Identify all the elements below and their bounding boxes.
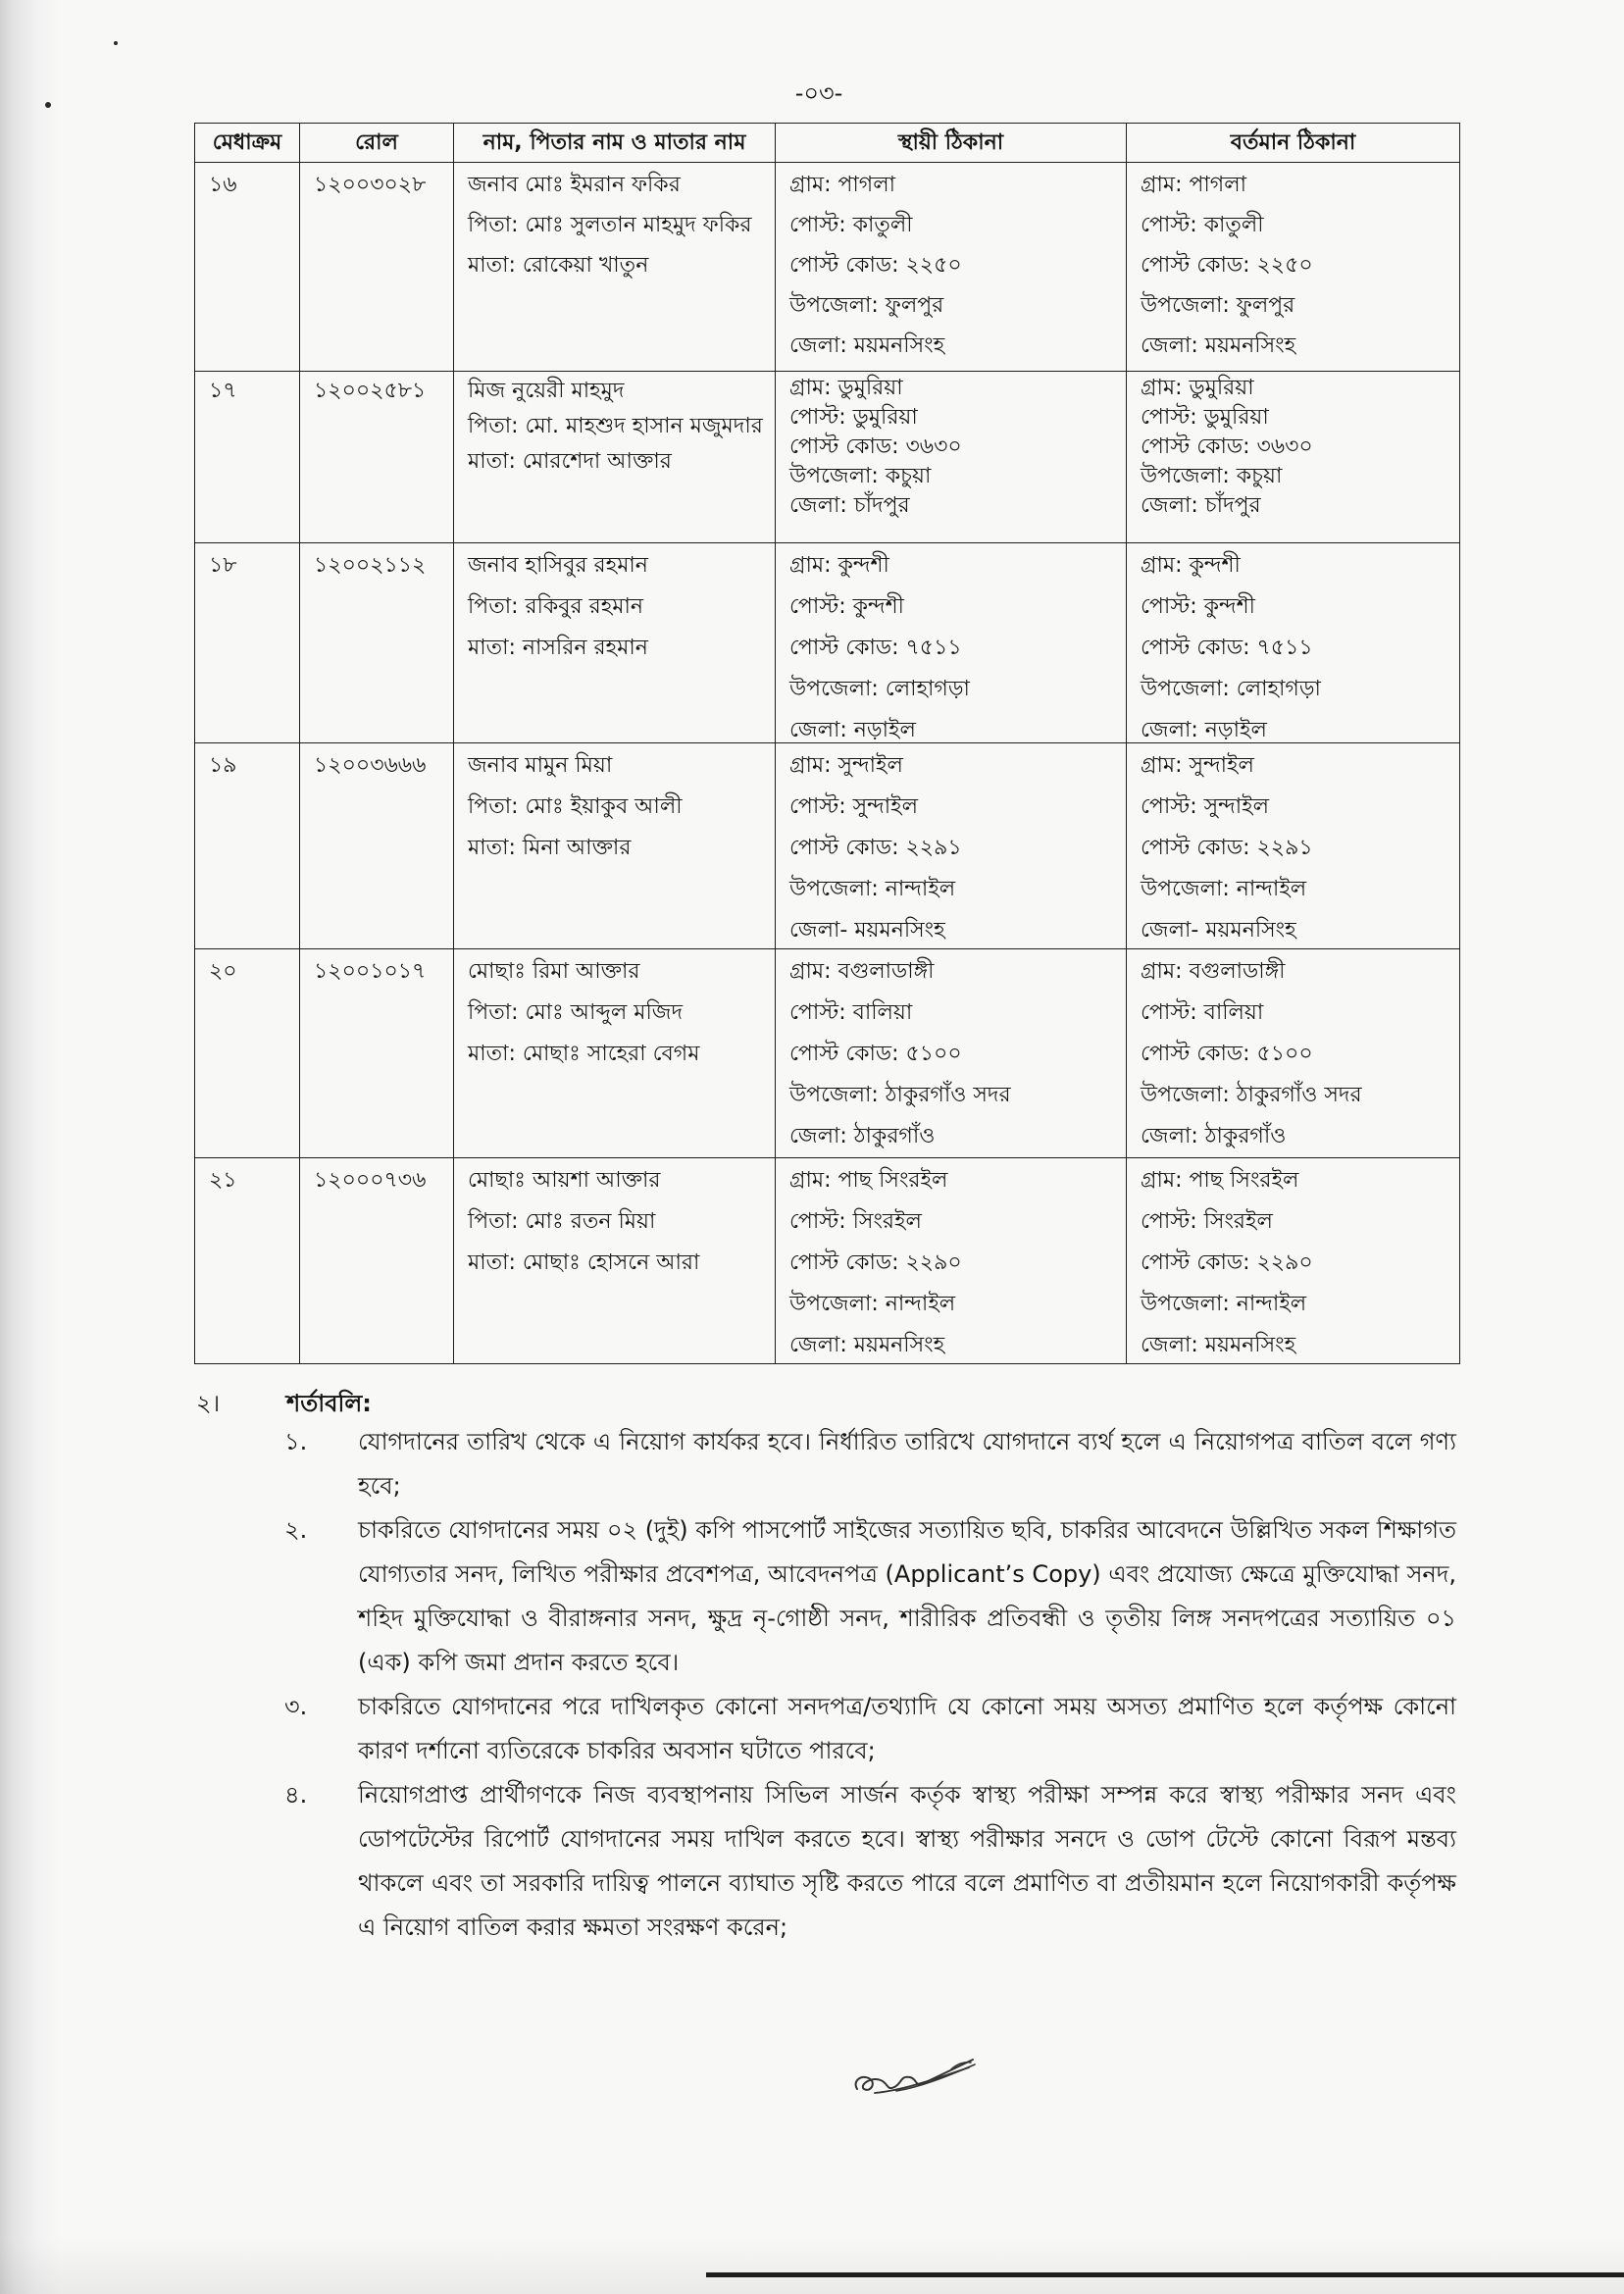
name-cell <box>454 743 776 949</box>
table-row <box>195 163 1460 372</box>
address-upazila: উপজেলা: নান্দাইল <box>789 1292 956 1316</box>
roll-number: ১২০০০৭৩৬ <box>314 1168 427 1193</box>
address-district: জেলা: ময়মনসিংহ <box>789 333 945 358</box>
condition-number: ২. <box>284 1516 308 1544</box>
roll-cell <box>300 163 454 372</box>
address-upazila: উপজেলা: ঠাকুরগাঁও সদর <box>789 1083 1011 1107</box>
scan-left-shadow <box>0 0 59 2294</box>
mother-name: মাতা: মোরশেদা আক্তার <box>468 449 672 474</box>
address-post: পোস্ট: ডুমুরিয়া <box>1141 405 1269 430</box>
candidate-name: জনাব মামুন মিয়া <box>468 753 613 778</box>
roll-number: ১২০০২১১২ <box>314 553 427 578</box>
present-address-cell <box>1127 1158 1460 1364</box>
scan-edge-line <box>706 2272 1624 2277</box>
page-number: -০৩- <box>794 79 843 107</box>
header-merit: মেধাক্রম <box>195 124 300 163</box>
roll-number: ১২০০৩০২৮ <box>314 173 427 197</box>
address-post-code: পোস্ট কোড: ২২৫০ <box>789 253 962 278</box>
table-row <box>195 949 1460 1158</box>
address-post: পোস্ট: কাতুলী <box>1141 213 1264 237</box>
header-roll: রোল <box>300 124 454 163</box>
conditions-list <box>282 1420 1456 1950</box>
roll-number: ১২০০১০১৭ <box>314 959 427 984</box>
address-post: পোস্ট: ডুমুরিয়া <box>789 405 918 430</box>
merit-cell <box>195 543 300 743</box>
mother-name: মাতা: মোছাঃ হোসনে আরা <box>468 1250 700 1275</box>
permanent-address-cell <box>776 949 1127 1158</box>
merit-cell <box>195 372 300 543</box>
address-post: পোস্ট: সিংরইল <box>1141 1209 1273 1234</box>
condition-text: চাকরিতে যোগদানের পরে দাখিলকৃত কোনো সনদপত্র/তথ্যাদি যে কোনো সময় অসত্য প্রমাণিত হলে কর্তৃপক্ষ কোনো কারণ দর্শানো ব্যতিরেকে চাকরির অবসান ঘটাতে পারবে; <box>358 1693 1456 1764</box>
signature <box>849 2050 983 2105</box>
address-village: গ্রাম: ডুমুরিয়া <box>789 376 903 400</box>
mother-name: মাতা: নাসরিন রহমান <box>468 636 648 660</box>
permanent-address-cell <box>776 1158 1127 1364</box>
address-village: গ্রাম: পাছ সিংরইল <box>789 1168 948 1193</box>
address-post: পোস্ট: কুন্দশী <box>789 594 904 619</box>
candidate-name: জনাব মোঃ ইমরান ফকির <box>468 173 681 197</box>
address-district: জেলা- ময়মনসিংহ <box>1141 918 1296 943</box>
candidate-name: মোছাঃ রিমা আক্তার <box>468 959 640 984</box>
address-village: গ্রাম: পাগলা <box>1141 173 1246 197</box>
address-upazila: উপজেলা: কচুয়া <box>789 464 932 488</box>
address-post-code: পোস্ট কোড: ৭৫১১ <box>1141 636 1313 660</box>
address-upazila: উপজেলা: নান্দাইল <box>1141 1292 1307 1316</box>
name-cell <box>454 1158 776 1364</box>
address-village: গ্রাম: কুন্দশী <box>789 553 889 578</box>
section-number: ২। <box>196 1390 221 1417</box>
condition-item <box>282 1685 1456 1773</box>
address-post-code: পোস্ট কোড: ৫১০০ <box>789 1042 962 1066</box>
condition-item <box>282 1773 1456 1950</box>
address-district: জেলা: চাঁদপুর <box>789 493 910 518</box>
roll-cell <box>300 543 454 743</box>
merit-cell <box>195 743 300 949</box>
merit-number: ১৯ <box>209 753 237 778</box>
address-district: জেলা: ঠাকুরগাঁও <box>789 1124 936 1148</box>
permanent-address-cell <box>776 543 1127 743</box>
address-post-code: পোস্ট কোড: ২২৯০ <box>1141 1250 1313 1275</box>
father-name: পিতা: মোঃ রতন মিয়া <box>468 1209 656 1234</box>
merit-number: ১৮ <box>209 553 237 578</box>
mother-name: মাতা: মোছাঃ সাহেরা বেগম <box>468 1042 700 1066</box>
address-post-code: পোস্ট কোড: ২২৯১ <box>789 836 962 860</box>
roll-cell <box>300 949 454 1158</box>
address-post: পোস্ট: সুন্দাইল <box>789 794 919 819</box>
address-village: গ্রাম: সুন্দাইল <box>1141 753 1254 778</box>
merit-cell <box>195 949 300 1158</box>
name-cell <box>454 543 776 743</box>
address-post-code: পোস্ট কোড: ২২৯০ <box>789 1250 962 1275</box>
condition-number: ১. <box>284 1428 308 1455</box>
father-name: পিতা: মো. মাহশুদ হাসান মজুমদার <box>468 414 763 438</box>
candidate-name: মোছাঃ আয়শা আক্তার <box>468 1168 661 1193</box>
present-address-cell <box>1127 743 1460 949</box>
merit-number: ১৭ <box>209 379 237 403</box>
table-row <box>195 743 1460 949</box>
address-post: পোস্ট: বালিয়া <box>1141 1000 1264 1025</box>
merit-cell <box>195 163 300 372</box>
present-address-cell <box>1127 949 1460 1158</box>
father-name: পিতা: মোঃ ইয়াকুব আলী <box>468 794 683 819</box>
condition-text: যোগদানের তারিখ থেকে এ নিয়োগ কার্যকর হবে। নির্ধারিত তারিখে যোগদানে ব্যর্থ হলে এ নিয়োগপত্র বাতিল বলে গণ্য হবে; <box>358 1428 1456 1500</box>
address-post: পোস্ট: কুন্দশী <box>1141 594 1255 619</box>
address-upazila: উপজেলা: ঠাকুরগাঁও সদর <box>1141 1083 1362 1107</box>
merit-cell <box>195 1158 300 1364</box>
condition-number: ৪. <box>284 1781 308 1809</box>
condition-text: চাকরিতে যোগদানের সময় ০২ (দুই) কপি পাসপোর্ট সাইজের সত্যায়িত ছবি, চাকরির আবেদনে উল্লিখিত সকল শিক্ষাগত যোগ্যতার সনদ, লিখিত পরীক্ষার প্রবেশপত্র, আবেদনপত্র (Applicant’s Copy) এবং প্রযোজ্য ক্ষেত্রে মুক্তিযোদ্ধা সনদ, শহিদ মুক্তিযোদ্ধা ও বীরাঙ্গনার সনদ, ক্ষুদ্র নৃ-গোষ্ঠী সনদ, শারীরিক প্রতিবন্ধী ও তৃতীয় লিঙ্গ সনদপত্রের সত্যায়িত ০১ (এক) কপি জমা প্রদান করতে হবে। <box>358 1516 1456 1676</box>
merit-number: ২১ <box>209 1168 237 1193</box>
permanent-address-cell <box>776 743 1127 949</box>
present-address-cell <box>1127 543 1460 743</box>
table-row <box>195 543 1460 743</box>
address-post-code: পোস্ট কোড: ৫১০০ <box>1141 1042 1313 1066</box>
header-name: নাম, পিতার নাম ও মাতার নাম <box>454 124 776 163</box>
header-present-address: বর্তমান ঠিকানা <box>1127 124 1460 163</box>
father-name: পিতা: মোঃ আব্দুল মজিদ <box>468 1000 684 1025</box>
merit-number: ২০ <box>209 959 237 984</box>
address-upazila: উপজেলা: নান্দাইল <box>789 877 956 901</box>
permanent-address-cell <box>776 163 1127 372</box>
address-post-code: পোস্ট কোড: ২২৫০ <box>1141 253 1313 278</box>
father-name: পিতা: মোঃ সুলতান মাহমুদ ফকির <box>468 213 752 237</box>
condition-number: ৩. <box>284 1693 308 1720</box>
address-village: গ্রাম: সুন্দাইল <box>789 753 903 778</box>
roll-number: ১২০০২৫৮১ <box>314 379 427 403</box>
address-village: গ্রাম: বগুলাডাঙ্গী <box>1141 959 1286 984</box>
address-village: গ্রাম: ডুমুরিয়া <box>1141 376 1254 400</box>
roll-cell <box>300 743 454 949</box>
mother-name: মাতা: রোকেয়া খাতুন <box>468 253 649 278</box>
condition-text: নিয়োগপ্রাপ্ত প্রার্থীগণকে নিজ ব্যবস্থাপনায় সিভিল সার্জন কর্তৃক স্বাস্থ্য পরীক্ষা সম্পন্ন করে স্বাস্থ্য পরীক্ষার সনদ এবং ডোপটেস্টের রিপোর্ট যোগদানের সময় দাখিল করতে হবে। স্বাস্থ্য পরীক্ষার সনদে ও ডোপ টেস্টে কোনো বিরূপ মন্তব্য থাকলে এবং তা সরকারি দায়িত্ব পালনে ব্যাঘাত সৃষ্টি করতে পারে বলে প্রমাণিত বা প্রতীয়মান হলে নিয়োগকারী কর্তৃপক্ষ এ নিয়োগ বাতিল করার ক্ষমতা সংরক্ষণ করেন; <box>358 1781 1456 1941</box>
conditions-title: শর্তাবলি: <box>286 1390 372 1417</box>
address-post-code: পোস্ট কোড: ৭৫১১ <box>789 636 962 660</box>
roll-cell <box>300 1158 454 1364</box>
address-district: জেলা- ময়মনসিংহ <box>789 918 945 943</box>
address-district: জেলা: ময়মনসিংহ <box>1141 333 1296 358</box>
table-row <box>195 1158 1460 1364</box>
address-post-code: পোস্ট কোড: ৩৬৩০ <box>1141 434 1313 459</box>
address-village: গ্রাম: পাগলা <box>789 173 895 197</box>
condition-item <box>282 1508 1456 1685</box>
present-address-cell <box>1127 163 1460 372</box>
father-name: পিতা: রকিবুর রহমান <box>468 594 644 619</box>
address-district: জেলা: ময়মনসিংহ <box>789 1333 945 1357</box>
permanent-address-cell <box>776 372 1127 543</box>
address-upazila: উপজেলা: লোহাগড়া <box>789 677 970 701</box>
address-post-code: পোস্ট কোড: ৩৬৩০ <box>789 434 962 459</box>
header-permanent-address: স্থায়ী ঠিকানা <box>776 124 1127 163</box>
address-post: পোস্ট: সুন্দাইল <box>1141 794 1270 819</box>
address-village: গ্রাম: বগুলাডাঙ্গী <box>789 959 935 984</box>
table-row <box>195 372 1460 543</box>
scan-speck <box>114 41 118 45</box>
scan-bottom-shadow <box>0 2236 1624 2294</box>
address-upazila: উপজেলা: ফুলপুর <box>1141 293 1295 318</box>
merit-number: ১৬ <box>209 173 237 197</box>
address-district: জেলা: ঠাকুরগাঁও <box>1141 1124 1287 1148</box>
present-address-cell <box>1127 372 1460 543</box>
address-upazila: উপজেলা: কচুয়া <box>1141 464 1283 488</box>
address-village: গ্রাম: কুন্দশী <box>1141 553 1241 578</box>
address-village: গ্রাম: পাছ সিংরইল <box>1141 1168 1299 1193</box>
name-cell <box>454 949 776 1158</box>
roll-number: ১২০০৩৬৬৬ <box>314 753 427 778</box>
address-district: জেলা: নড়াইল <box>1141 718 1267 741</box>
address-upazila: উপজেলা: ফুলপুর <box>789 293 944 318</box>
address-upazila: উপজেলা: লোহাগড়া <box>1141 677 1321 701</box>
candidate-name: মিজ নুয়েরী মাহমুদ <box>468 379 625 403</box>
conditions-heading <box>194 1383 1459 1424</box>
candidate-table <box>194 123 1460 1364</box>
name-cell <box>454 163 776 372</box>
address-district: জেলা: নড়াইল <box>789 718 916 741</box>
candidate-name: জনাব হাসিবুর রহমান <box>468 553 648 578</box>
mother-name: মাতা: মিনা আক্তার <box>468 836 632 860</box>
address-district: জেলা: ময়মনসিংহ <box>1141 1333 1296 1357</box>
table-header-row <box>195 124 1460 163</box>
address-post: পোস্ট: সিংরইল <box>789 1209 922 1234</box>
address-upazila: উপজেলা: নান্দাইল <box>1141 877 1307 901</box>
condition-item <box>282 1420 1456 1508</box>
address-post-code: পোস্ট কোড: ২২৯১ <box>1141 836 1313 860</box>
name-cell <box>454 372 776 543</box>
address-post: পোস্ট: বালিয়া <box>789 1000 913 1025</box>
scan-speck <box>45 102 51 108</box>
roll-cell <box>300 372 454 543</box>
address-district: জেলা: চাঁদপুর <box>1141 493 1261 518</box>
address-post: পোস্ট: কাতুলী <box>789 213 913 237</box>
